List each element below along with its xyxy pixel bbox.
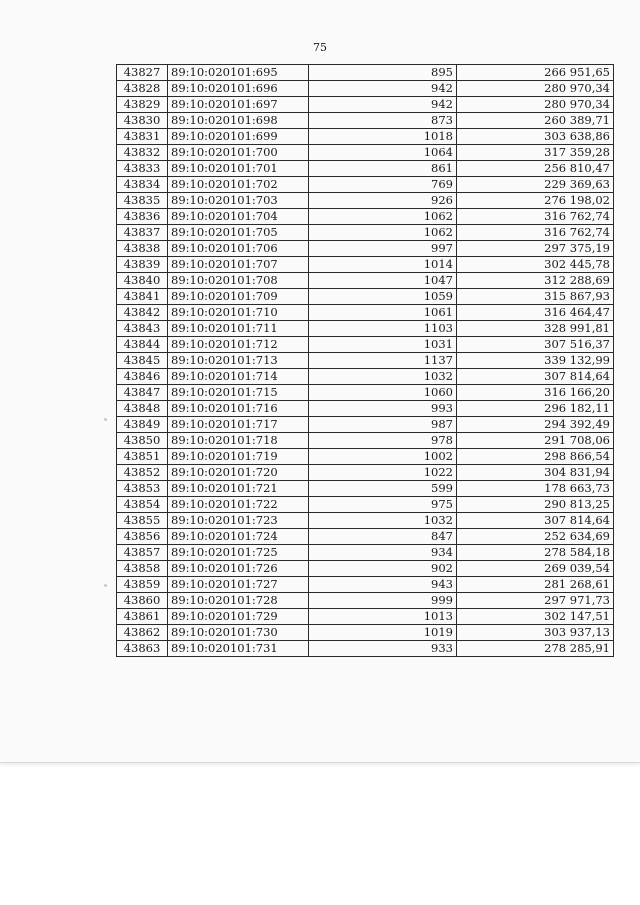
table-body <box>117 65 614 657</box>
area-value-cell: 934 <box>309 545 457 561</box>
cost-value-cell: 266 951,65 <box>457 65 614 81</box>
cadastral-number-cell: 89:10:020101:718 <box>168 433 309 449</box>
cadastral-number-cell: 89:10:020101:726 <box>168 561 309 577</box>
cost-value-cell: 304 831,94 <box>457 465 614 481</box>
scan-speck <box>104 584 107 587</box>
row-number-cell: 43840 <box>117 273 168 289</box>
area-value-cell: 769 <box>309 177 457 193</box>
row-number-cell: 43831 <box>117 129 168 145</box>
cadastral-number-cell: 89:10:020101:711 <box>168 321 309 337</box>
cadastral-number-cell: 89:10:020101:701 <box>168 161 309 177</box>
table-row <box>117 417 614 433</box>
area-value-cell: 1032 <box>309 513 457 529</box>
area-value-cell: 1047 <box>309 273 457 289</box>
cost-value-cell: 307 814,64 <box>457 513 614 529</box>
row-number-cell: 43829 <box>117 97 168 113</box>
cost-value-cell: 278 584,18 <box>457 545 614 561</box>
table-row <box>117 241 614 257</box>
area-value-cell: 1031 <box>309 337 457 353</box>
cadastral-number-cell: 89:10:020101:728 <box>168 593 309 609</box>
table-row <box>117 625 614 641</box>
table-row <box>117 401 614 417</box>
table-row <box>117 529 614 545</box>
cost-value-cell: 328 991,81 <box>457 321 614 337</box>
table-row <box>117 97 614 113</box>
area-value-cell: 1022 <box>309 465 457 481</box>
cadastral-number-cell: 89:10:020101:707 <box>168 257 309 273</box>
row-number-cell: 43851 <box>117 449 168 465</box>
area-value-cell: 1019 <box>309 625 457 641</box>
cadastral-number-cell: 89:10:020101:721 <box>168 481 309 497</box>
cost-value-cell: 298 866,54 <box>457 449 614 465</box>
row-number-cell: 43830 <box>117 113 168 129</box>
row-number-cell: 43832 <box>117 145 168 161</box>
row-number-cell: 43858 <box>117 561 168 577</box>
area-value-cell: 933 <box>309 641 457 657</box>
table-row <box>117 609 614 625</box>
area-value-cell: 895 <box>309 65 457 81</box>
cadastral-number-cell: 89:10:020101:730 <box>168 625 309 641</box>
cadastral-number-cell: 89:10:020101:719 <box>168 449 309 465</box>
cost-value-cell: 294 392,49 <box>457 417 614 433</box>
row-number-cell: 43836 <box>117 209 168 225</box>
table-row <box>117 81 614 97</box>
cost-value-cell: 269 039,54 <box>457 561 614 577</box>
cadastral-number-cell: 89:10:020101:716 <box>168 401 309 417</box>
row-number-cell: 43861 <box>117 609 168 625</box>
table-row <box>117 257 614 273</box>
cost-value-cell: 252 634,69 <box>457 529 614 545</box>
table-row <box>117 513 614 529</box>
cadastral-number-cell: 89:10:020101:725 <box>168 545 309 561</box>
row-number-cell: 43833 <box>117 161 168 177</box>
cadastral-number-cell: 89:10:020101:722 <box>168 497 309 513</box>
area-value-cell: 1014 <box>309 257 457 273</box>
row-number-cell: 43855 <box>117 513 168 529</box>
table-row <box>117 177 614 193</box>
cadastral-number-cell: 89:10:020101:712 <box>168 337 309 353</box>
area-value-cell: 1032 <box>309 369 457 385</box>
table-row <box>117 545 614 561</box>
cost-value-cell: 316 762,74 <box>457 225 614 241</box>
cadastral-number-cell: 89:10:020101:727 <box>168 577 309 593</box>
cadastral-number-cell: 89:10:020101:709 <box>168 289 309 305</box>
table-row <box>117 497 614 513</box>
area-value-cell: 942 <box>309 97 457 113</box>
table-row <box>117 129 614 145</box>
cadastral-number-cell: 89:10:020101:724 <box>168 529 309 545</box>
row-number-cell: 43849 <box>117 417 168 433</box>
table-row <box>117 433 614 449</box>
table-row <box>117 385 614 401</box>
cost-value-cell: 315 867,93 <box>457 289 614 305</box>
row-number-cell: 43863 <box>117 641 168 657</box>
table-row <box>117 161 614 177</box>
cadastral-number-cell: 89:10:020101:714 <box>168 369 309 385</box>
area-value-cell: 1062 <box>309 225 457 241</box>
area-value-cell: 599 <box>309 481 457 497</box>
cost-value-cell: 297 375,19 <box>457 241 614 257</box>
table-row <box>117 353 614 369</box>
row-number-cell: 43841 <box>117 289 168 305</box>
cost-value-cell: 178 663,73 <box>457 481 614 497</box>
cadastral-number-cell: 89:10:020101:708 <box>168 273 309 289</box>
cost-value-cell: 302 445,78 <box>457 257 614 273</box>
table-row <box>117 225 614 241</box>
cadastral-number-cell: 89:10:020101:697 <box>168 97 309 113</box>
cost-value-cell: 278 285,91 <box>457 641 614 657</box>
cost-value-cell: 307 516,37 <box>457 337 614 353</box>
cadastral-number-cell: 89:10:020101:695 <box>168 65 309 81</box>
row-number-cell: 43860 <box>117 593 168 609</box>
row-number-cell: 43839 <box>117 257 168 273</box>
row-number-cell: 43850 <box>117 433 168 449</box>
row-number-cell: 43862 <box>117 625 168 641</box>
cost-value-cell: 256 810,47 <box>457 161 614 177</box>
area-value-cell: 943 <box>309 577 457 593</box>
cost-value-cell: 317 359,28 <box>457 145 614 161</box>
table-row <box>117 577 614 593</box>
row-number-cell: 43827 <box>117 65 168 81</box>
cost-value-cell: 229 369,63 <box>457 177 614 193</box>
cadastral-number-cell: 89:10:020101:696 <box>168 81 309 97</box>
area-value-cell: 926 <box>309 193 457 209</box>
cost-value-cell: 280 970,34 <box>457 97 614 113</box>
land-plot-table <box>116 64 614 657</box>
cost-value-cell: 303 638,86 <box>457 129 614 145</box>
cadastral-number-cell: 89:10:020101:698 <box>168 113 309 129</box>
area-value-cell: 902 <box>309 561 457 577</box>
area-value-cell: 1060 <box>309 385 457 401</box>
cost-value-cell: 297 971,73 <box>457 593 614 609</box>
cost-value-cell: 316 464,47 <box>457 305 614 321</box>
cadastral-number-cell: 89:10:020101:713 <box>168 353 309 369</box>
cadastral-number-cell: 89:10:020101:703 <box>168 193 309 209</box>
area-value-cell: 1062 <box>309 209 457 225</box>
table-row <box>117 337 614 353</box>
table-row <box>117 449 614 465</box>
row-number-cell: 43857 <box>117 545 168 561</box>
table-row <box>117 593 614 609</box>
area-value-cell: 942 <box>309 81 457 97</box>
cadastral-number-cell: 89:10:020101:717 <box>168 417 309 433</box>
row-number-cell: 43828 <box>117 81 168 97</box>
table-row <box>117 145 614 161</box>
row-number-cell: 43834 <box>117 177 168 193</box>
table-row <box>117 481 614 497</box>
cadastral-number-cell: 89:10:020101:715 <box>168 385 309 401</box>
cadastral-number-cell: 89:10:020101:729 <box>168 609 309 625</box>
row-number-cell: 43846 <box>117 369 168 385</box>
cost-value-cell: 316 166,20 <box>457 385 614 401</box>
table-row <box>117 65 614 81</box>
cost-value-cell: 280 970,34 <box>457 81 614 97</box>
row-number-cell: 43847 <box>117 385 168 401</box>
row-number-cell: 43844 <box>117 337 168 353</box>
cadastral-number-cell: 89:10:020101:723 <box>168 513 309 529</box>
cost-value-cell: 339 132,99 <box>457 353 614 369</box>
cost-value-cell: 296 182,11 <box>457 401 614 417</box>
row-number-cell: 43843 <box>117 321 168 337</box>
cadastral-number-cell: 89:10:020101:720 <box>168 465 309 481</box>
area-value-cell: 847 <box>309 529 457 545</box>
area-value-cell: 1018 <box>309 129 457 145</box>
row-number-cell: 43837 <box>117 225 168 241</box>
cadastral-number-cell: 89:10:020101:699 <box>168 129 309 145</box>
row-number-cell: 43845 <box>117 353 168 369</box>
cost-value-cell: 291 708,06 <box>457 433 614 449</box>
table-row <box>117 641 614 657</box>
table-row <box>117 465 614 481</box>
area-value-cell: 873 <box>309 113 457 129</box>
area-value-cell: 1059 <box>309 289 457 305</box>
row-number-cell: 43842 <box>117 305 168 321</box>
cadastral-number-cell: 89:10:020101:731 <box>168 641 309 657</box>
cost-value-cell: 260 389,71 <box>457 113 614 129</box>
table-row <box>117 305 614 321</box>
table-row <box>117 113 614 129</box>
area-value-cell: 993 <box>309 401 457 417</box>
row-number-cell: 43848 <box>117 401 168 417</box>
row-number-cell: 43838 <box>117 241 168 257</box>
row-number-cell: 43859 <box>117 577 168 593</box>
cadastral-number-cell: 89:10:020101:706 <box>168 241 309 257</box>
area-value-cell: 997 <box>309 241 457 257</box>
cadastral-number-cell: 89:10:020101:705 <box>168 225 309 241</box>
cost-value-cell: 281 268,61 <box>457 577 614 593</box>
row-number-cell: 43854 <box>117 497 168 513</box>
cost-value-cell: 303 937,13 <box>457 625 614 641</box>
row-number-cell: 43852 <box>117 465 168 481</box>
cost-value-cell: 302 147,51 <box>457 609 614 625</box>
cadastral-number-cell: 89:10:020101:710 <box>168 305 309 321</box>
area-value-cell: 1064 <box>309 145 457 161</box>
table-row <box>117 193 614 209</box>
cadastral-number-cell: 89:10:020101:704 <box>168 209 309 225</box>
cadastral-number-cell: 89:10:020101:702 <box>168 177 309 193</box>
row-number-cell: 43856 <box>117 529 168 545</box>
area-value-cell: 1002 <box>309 449 457 465</box>
table-row <box>117 209 614 225</box>
table-row <box>117 289 614 305</box>
table-row <box>117 369 614 385</box>
table-row <box>117 273 614 289</box>
row-number-cell: 43835 <box>117 193 168 209</box>
cost-value-cell: 276 198,02 <box>457 193 614 209</box>
row-number-cell: 43853 <box>117 481 168 497</box>
area-value-cell: 1061 <box>309 305 457 321</box>
cost-value-cell: 290 813,25 <box>457 497 614 513</box>
area-value-cell: 1137 <box>309 353 457 369</box>
cost-value-cell: 307 814,64 <box>457 369 614 385</box>
area-value-cell: 861 <box>309 161 457 177</box>
scan-speck <box>104 418 107 421</box>
area-value-cell: 999 <box>309 593 457 609</box>
cadastral-number-cell: 89:10:020101:700 <box>168 145 309 161</box>
area-value-cell: 975 <box>309 497 457 513</box>
area-value-cell: 1103 <box>309 321 457 337</box>
cost-value-cell: 316 762,74 <box>457 209 614 225</box>
area-value-cell: 1013 <box>309 609 457 625</box>
table-row <box>117 321 614 337</box>
cost-value-cell: 312 288,69 <box>457 273 614 289</box>
table-row <box>117 561 614 577</box>
area-value-cell: 987 <box>309 417 457 433</box>
page-number: 75 <box>313 41 327 54</box>
area-value-cell: 978 <box>309 433 457 449</box>
